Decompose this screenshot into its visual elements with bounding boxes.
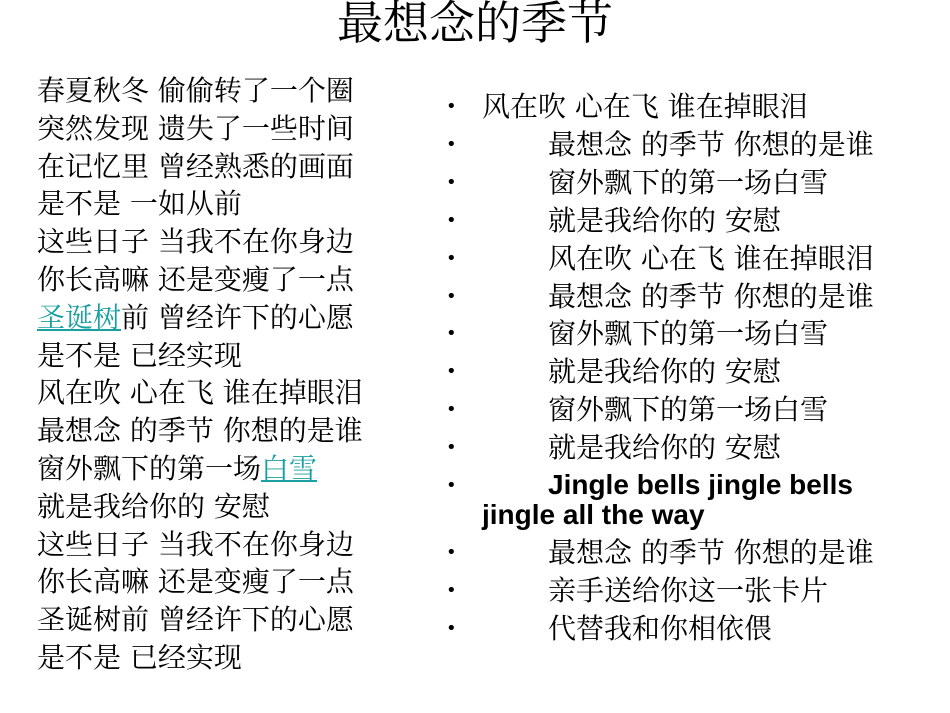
bullet-text: 窗外飘下的第一场白雪 [548,393,829,427]
bullet-icon: • [446,247,457,269]
lyric-text: 这些日子 当我不在你身边 [37,225,354,259]
lyric-text: 是不是 已经实现 [37,640,242,674]
bullet-text: 最想念 的季节 你想的是谁 [548,536,874,570]
bullet-icon: • [446,579,457,601]
bullet-item [440,467,940,534]
bullet-item [440,202,940,240]
bullet-icon: • [446,133,457,155]
bullet-icon: • [446,323,457,345]
lyric-text: 你长高嘛 还是变瘦了一点 [37,565,354,599]
bullet-icon: • [446,399,457,421]
lyric-link[interactable]: 白雪 [261,451,318,485]
lyric-text: 窗外飘下的第一场 [37,451,262,485]
bullet-item [440,126,940,164]
bullet-text: 就是我给你的 安慰 [548,203,781,237]
lyric-line [37,488,417,526]
lyric-line [37,526,417,564]
bullet-item [440,610,940,648]
bullet-item [440,315,940,353]
lyric-line [37,601,417,639]
bullet-icon: • [446,171,457,193]
bullet-item [440,240,940,278]
lyric-line [37,110,417,148]
bullet-text: 最想念 的季节 你想的是谁 [548,127,874,161]
bullet-item [440,278,940,316]
lyric-line [37,223,417,261]
bullet-item [440,353,940,391]
lyric-text: 在记忆里 曾经熟悉的画面 [37,149,354,183]
lyric-text: 是不是 一如从前 [37,187,242,221]
lyric-line [37,261,417,299]
bullet-text: 风在吹 心在飞 谁在掉眼泪 [548,241,874,275]
lyric-line [37,72,417,110]
bullet-icon: • [446,285,457,307]
bullet-text: 窗外飘下的第一场白雪 [548,165,829,199]
bullet-text: Jingle bells jingle bells jingle all the way [482,469,853,531]
bullet-text: 风在吹 心在飞 谁在掉眼泪 [482,90,808,123]
bullet-item [440,534,940,572]
bullet-icon: • [446,617,457,639]
lyrics-left-column [37,72,417,677]
bullet-text: 代替我和你相依偎 [548,611,773,645]
bullet-text: 窗外飘下的第一场白雪 [548,317,829,351]
lyric-text: 前 曾经许下的心愿 [121,300,354,334]
lyric-line [37,639,417,677]
lyric-text: 风在吹 心在飞 谁在掉眼泪 [37,376,363,410]
lyric-line [37,148,417,186]
bullet-icon: • [446,542,457,564]
bullet-text: 最想念 的季节 你想的是谁 [548,279,874,313]
bullet-icon: • [446,475,457,497]
slide-title: 最想念的季节 [337,0,613,50]
bullet-icon: • [446,209,457,231]
bullet-icon: • [446,437,457,459]
lyric-text: 这些日子 当我不在你身边 [37,527,354,561]
bullet-text: 就是我给你的 安慰 [548,431,781,465]
lyric-link[interactable]: 圣诞树 [37,300,122,334]
lyric-text: 突然发现 遗失了一些时间 [37,111,354,145]
lyric-text: 春夏秋冬 偷偷转了一个圈 [37,74,354,107]
lyric-text: 你长高嘛 还是变瘦了一点 [37,262,354,296]
lyric-line [37,450,417,488]
bullet-item [440,88,940,126]
lyric-text: 最想念 的季节 你想的是谁 [37,414,363,448]
bullet-text: 亲手送给你这一张卡片 [548,573,829,607]
lyric-text: 是不是 已经实现 [37,338,242,372]
lyric-line [37,299,417,337]
bullet-icon: • [446,361,457,383]
lyric-line [37,412,417,450]
lyric-line [37,185,417,223]
lyric-line [37,337,417,375]
lyrics-bullet-list [440,88,940,648]
bullet-text: 就是我给你的 安慰 [548,355,781,389]
lyric-text: 就是我给你的 安慰 [37,489,270,523]
bullet-item [440,429,940,467]
bullet-item [440,391,940,429]
bullet-item [440,572,940,610]
lyric-line [37,563,417,601]
bullet-icon: • [446,96,457,117]
lyric-line [37,374,417,412]
bullet-item [440,164,940,202]
lyric-text: 圣诞树前 曾经许下的心愿 [37,603,354,637]
